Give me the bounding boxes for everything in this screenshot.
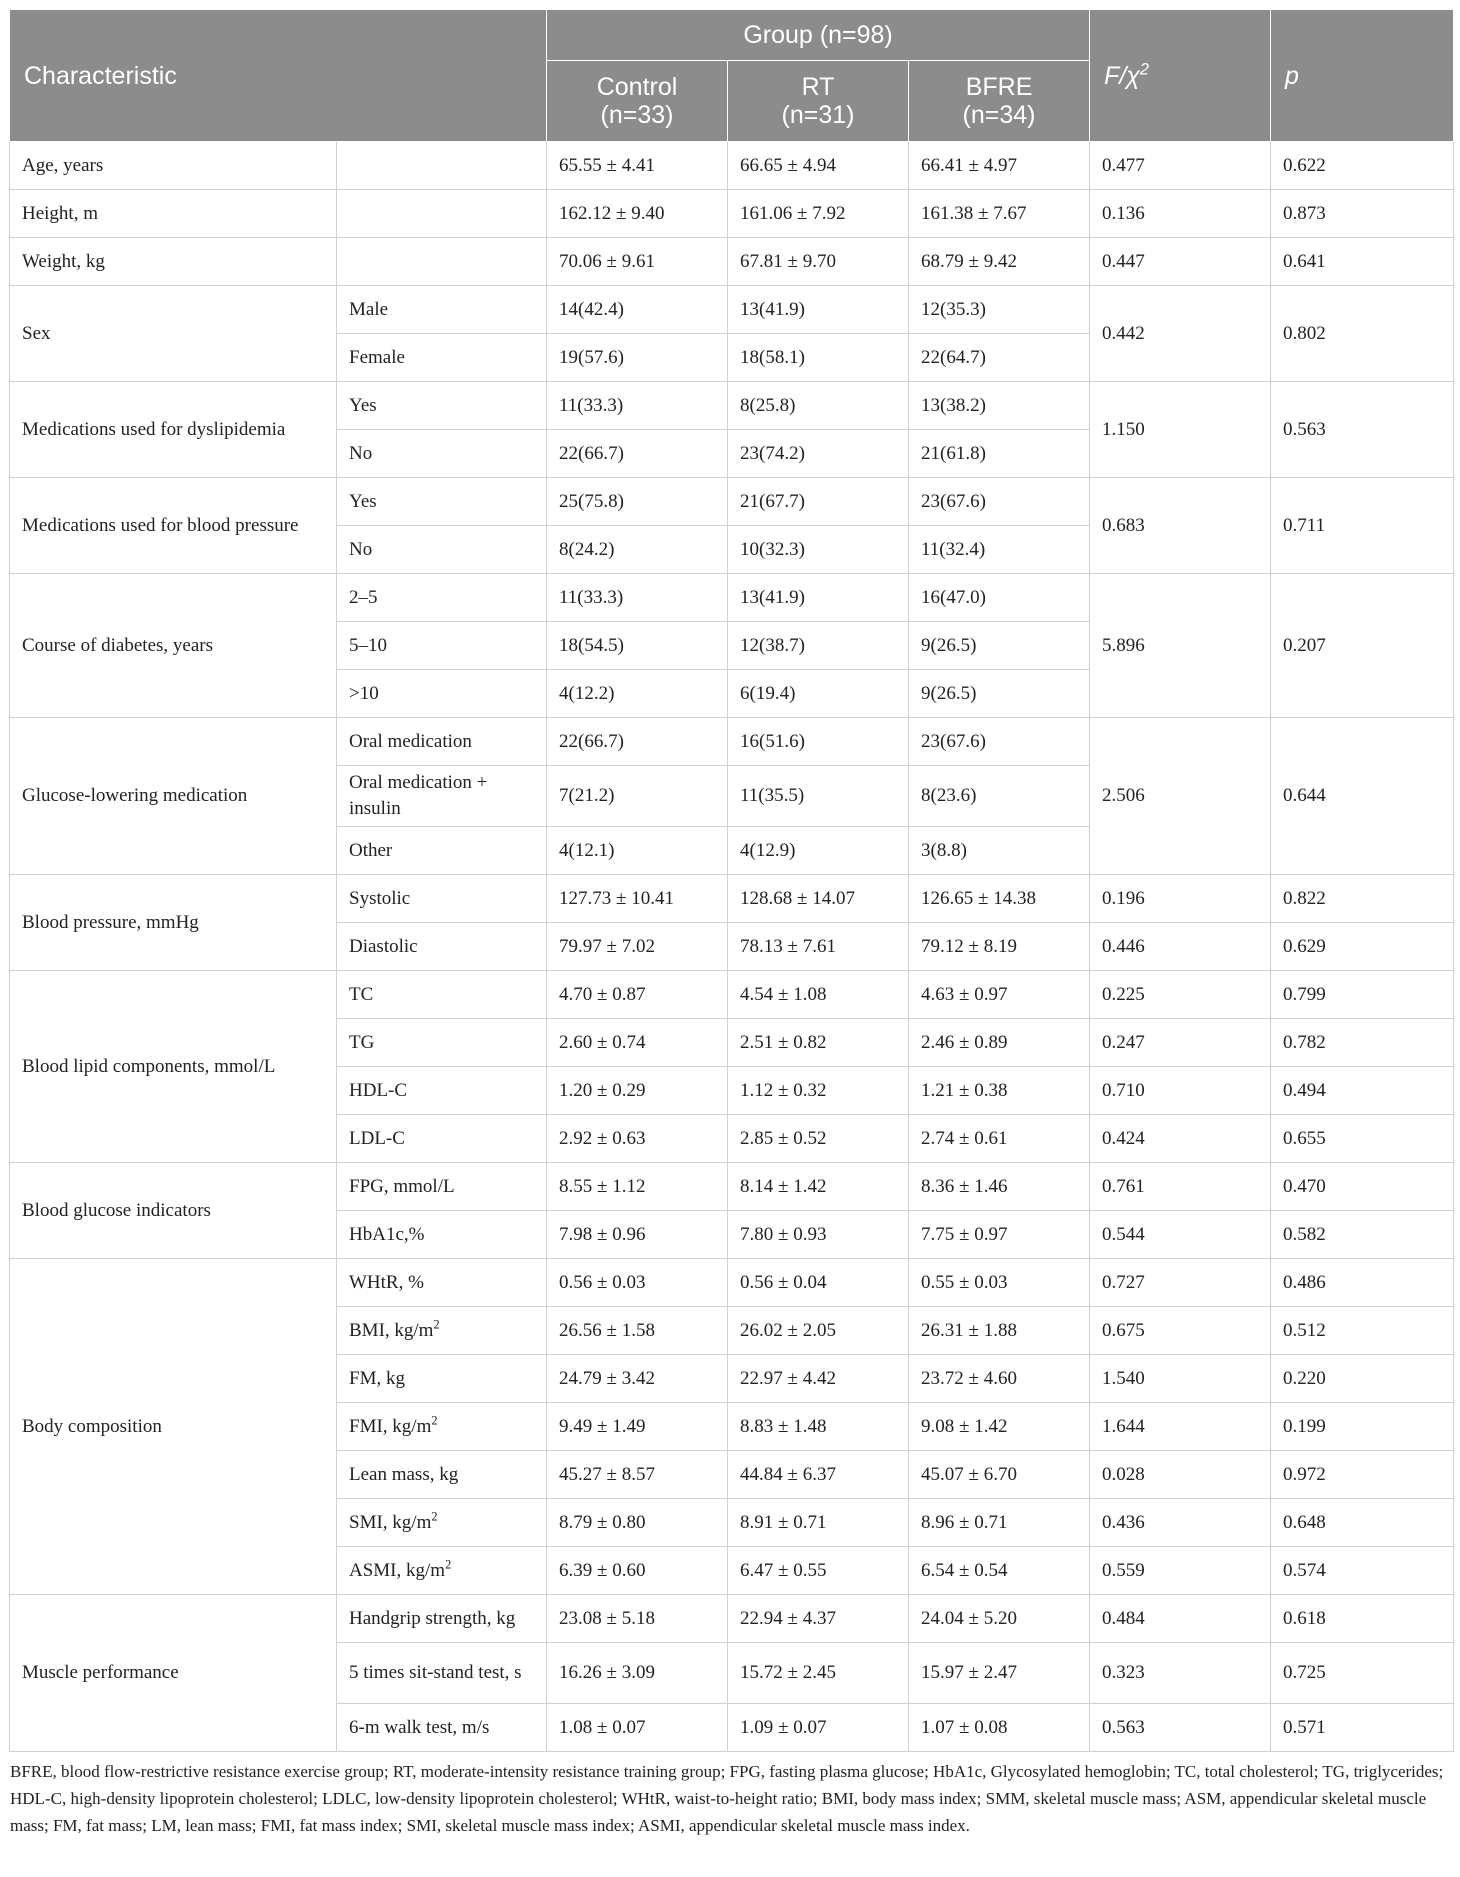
table-row [10,190,1454,238]
subcategory-label: 5 times sit-stand test, s [349,1662,522,1683]
rt-value-cell: 23(74.2) [728,430,909,478]
characteristic-cell: Blood lipid components, mmol/L [10,971,337,1163]
subcategory-cell [337,1067,547,1115]
f-chi-cell: 0.683 [1090,478,1271,574]
rt-value-cell: 0.56 ± 0.04 [728,1259,909,1307]
control-value-cell: 1.08 ± 0.07 [547,1704,728,1752]
subcategory-cell [337,1019,547,1067]
subcategory-cell [337,1163,547,1211]
subcategory-cell [337,1595,547,1643]
baseline-characteristics-table-container [9,9,1453,1839]
rt-value-cell: 4.54 ± 1.08 [728,971,909,1019]
subcategory-cell [337,1355,547,1403]
table-row [10,971,1454,1019]
control-value-cell: 11(33.3) [547,382,728,430]
bfre-value-cell: 9(26.5) [909,622,1090,670]
rt-value-cell: 1.12 ± 0.32 [728,1067,909,1115]
f-chi-cell: 2.506 [1090,718,1271,875]
f-chi-cell: 0.136 [1090,190,1271,238]
bfre-value-cell: 3(8.8) [909,827,1090,875]
subcategory-cell [337,1259,547,1307]
f-chi-cell: 0.028 [1090,1451,1271,1499]
p-value-cell: 0.571 [1271,1704,1454,1752]
header-p: p [1271,10,1454,142]
subcategory-label: WHtR, % [349,1271,424,1293]
rt-value-cell: 67.81 ± 9.70 [728,238,909,286]
f-chi-cell: 0.225 [1090,971,1271,1019]
subcategory-label: FM, kg [349,1367,405,1389]
table-row [10,1163,1454,1211]
f-chi-cell: 1.644 [1090,1403,1271,1451]
subcategory-label: FPG, mmol/L [349,1175,455,1197]
table-footnote: BFRE, blood flow-restrictive resistance exercise group; RT, moderate-intensity resistance training group; FPG, fasting plasma glucose; HbA1c, Glycosylated hemoglobin; TC, total cholesterol; TG, triglycerides; HDL-C, high-density lipoprotein cholesterol; LDLC, low-density lipoprotein cholesterol; WHtR, waist-to-height ratio; BMI, body mass index; SMM, skeletal muscle mass; ASM, appendicular skeletal muscle mass; FM, fat mass; LM, lean mass; FMI, fat mass index; SMI, skeletal muscle mass index; ASMI, appendicular skeletal muscle mass index. [10,1762,1444,1835]
p-value-cell: 0.802 [1271,286,1454,382]
p-value-cell: 0.494 [1271,1067,1454,1115]
characteristic-cell: Muscle performance [10,1595,337,1752]
p-value-cell: 0.782 [1271,1019,1454,1067]
p-value-cell: 0.629 [1271,923,1454,971]
control-value-cell: 11(33.3) [547,574,728,622]
rt-value-cell: 13(41.9) [728,574,909,622]
subcategory-cell [337,430,547,478]
bfre-value-cell: 45.07 ± 6.70 [909,1451,1090,1499]
characteristic-cell: Course of diabetes, years [10,574,337,718]
rt-value-cell: 7.80 ± 0.93 [728,1211,909,1259]
rt-value-cell: 1.09 ± 0.07 [728,1704,909,1752]
subcategory-label-sup: 2 [431,1509,438,1524]
subcategory-label: FMI, kg/m [349,1415,432,1437]
bfre-value-cell: 12(35.3) [909,286,1090,334]
p-value-cell: 0.486 [1271,1259,1454,1307]
subcategory-cell [337,971,547,1019]
p-value-cell: 0.582 [1271,1211,1454,1259]
table-row [10,1595,1454,1643]
rt-value-cell: 10(32.3) [728,526,909,574]
bfre-value-cell: 9(26.5) [909,670,1090,718]
control-value-cell: 65.55 ± 4.41 [547,142,728,190]
p-value-cell: 0.470 [1271,1163,1454,1211]
subcategory-cell [337,1403,547,1451]
bfre-value-cell: 66.41 ± 4.97 [909,142,1090,190]
control-value-cell: 4(12.1) [547,827,728,875]
bfre-value-cell: 16(47.0) [909,574,1090,622]
header-control [547,61,728,142]
control-value-cell: 24.79 ± 3.42 [547,1355,728,1403]
header-characteristic: Characteristic [10,10,547,142]
subcategory-label: 5–10 [349,634,387,656]
subcategory-label-sup: 2 [445,1557,452,1572]
f-chi-cell: 0.446 [1090,923,1271,971]
subcategory-label: Handgrip strength, kg [349,1607,516,1629]
subcategory-label: No [349,538,373,560]
subcategory-label: >10 [349,682,379,704]
bfre-value-cell: 23.72 ± 4.60 [909,1355,1090,1403]
subcategory-label: No [349,442,373,464]
characteristic-cell: Age, years [10,142,337,190]
header-bfre-n: (n=34) [962,101,1036,129]
rt-value-cell: 8.91 ± 0.71 [728,1499,909,1547]
rt-value-cell: 8.14 ± 1.42 [728,1163,909,1211]
subcategory-cell [337,622,547,670]
subcategory-cell [337,827,547,875]
header-f-chi-sup: 2 [1139,60,1149,79]
f-chi-cell: 0.447 [1090,238,1271,286]
subcategory-cell [337,382,547,430]
f-chi-cell: 0.559 [1090,1547,1271,1595]
subcategory-label: BMI, kg/m [349,1319,434,1341]
p-value-cell: 0.199 [1271,1403,1454,1451]
bfre-value-cell: 161.38 ± 7.67 [909,190,1090,238]
subcategory-label: ASMI, kg/m [349,1559,446,1581]
subcategory-label-sup: 2 [431,1413,438,1428]
control-value-cell: 79.97 ± 7.02 [547,923,728,971]
f-chi-cell: 0.196 [1090,875,1271,923]
control-value-cell: 25(75.8) [547,478,728,526]
bfre-value-cell: 8.96 ± 0.71 [909,1499,1090,1547]
subcategory-label: Oral medication [349,730,472,752]
subcategory-cell [337,1547,547,1595]
control-value-cell: 14(42.4) [547,286,728,334]
baseline-characteristics-table [9,9,1454,1752]
table-row [10,142,1454,190]
f-chi-cell: 1.540 [1090,1355,1271,1403]
control-value-cell: 8(24.2) [547,526,728,574]
control-value-cell: 6.39 ± 0.60 [547,1547,728,1595]
f-chi-cell: 0.424 [1090,1115,1271,1163]
characteristic-cell: Medications used for blood pressure [10,478,337,574]
header-f-chi [1090,10,1271,142]
rt-value-cell: 11(35.5) [728,766,909,827]
bfre-value-cell: 2.46 ± 0.89 [909,1019,1090,1067]
p-value-cell: 0.563 [1271,382,1454,478]
subcategory-label: Oral medication + insulin [349,772,488,819]
p-value-cell: 0.512 [1271,1307,1454,1355]
table-row [10,382,1454,430]
table-row [10,478,1454,526]
subcategory-label: Male [349,298,389,320]
bfre-value-cell: 21(61.8) [909,430,1090,478]
p-value-cell: 0.648 [1271,1499,1454,1547]
bfre-value-cell: 126.65 ± 14.38 [909,875,1090,923]
table-row [10,286,1454,334]
rt-value-cell: 22.97 ± 4.42 [728,1355,909,1403]
characteristic-cell: Sex [10,286,337,382]
subcategory-label: HDL-C [349,1079,408,1101]
rt-value-cell: 128.68 ± 14.07 [728,875,909,923]
subcategory-label: Systolic [349,887,411,909]
header-bfre [909,61,1090,142]
subcategory-cell [337,334,547,382]
table-row [10,574,1454,622]
rt-value-cell: 66.65 ± 4.94 [728,142,909,190]
subcategory-label: TC [349,983,374,1005]
f-chi-cell: 0.761 [1090,1163,1271,1211]
subcategory-label: Female [349,346,405,368]
p-value-cell: 0.644 [1271,718,1454,875]
subcategory-cell [337,1499,547,1547]
subcategory-cell [337,1451,547,1499]
subcategory-cell [337,923,547,971]
bfre-value-cell: 23(67.6) [909,478,1090,526]
control-value-cell: 4.70 ± 0.87 [547,971,728,1019]
rt-value-cell: 16(51.6) [728,718,909,766]
bfre-value-cell: 15.97 ± 2.47 [909,1643,1090,1704]
subcategory-cell [337,1704,547,1752]
bfre-value-cell: 13(38.2) [909,382,1090,430]
control-value-cell: 0.56 ± 0.03 [547,1259,728,1307]
bfre-value-cell: 79.12 ± 8.19 [909,923,1090,971]
control-value-cell: 22(66.7) [547,430,728,478]
f-chi-cell: 0.436 [1090,1499,1271,1547]
p-value-cell: 0.873 [1271,190,1454,238]
p-value-cell: 0.711 [1271,478,1454,574]
characteristic-cell: Blood pressure, mmHg [10,875,337,971]
f-chi-cell: 1.150 [1090,382,1271,478]
f-chi-cell: 5.896 [1090,574,1271,718]
rt-value-cell: 26.02 ± 2.05 [728,1307,909,1355]
subcategory-cell [337,1211,547,1259]
control-value-cell: 8.55 ± 1.12 [547,1163,728,1211]
p-value-cell: 0.655 [1271,1115,1454,1163]
subcategory-cell [337,574,547,622]
f-chi-cell: 0.323 [1090,1643,1271,1704]
f-chi-cell: 0.477 [1090,142,1271,190]
bfre-value-cell: 2.74 ± 0.61 [909,1115,1090,1163]
subcategory-cell [337,1115,547,1163]
table-row [10,1259,1454,1307]
control-value-cell: 45.27 ± 8.57 [547,1451,728,1499]
characteristic-cell: Body composition [10,1259,337,1595]
subcategory-label: Diastolic [349,935,418,957]
bfre-value-cell: 22(64.7) [909,334,1090,382]
characteristic-cell: Height, m [10,190,337,238]
subcategory-cell [337,238,547,286]
bfre-value-cell: 7.75 ± 0.97 [909,1211,1090,1259]
header-group: Group (n=98) [547,10,1090,61]
control-value-cell: 2.92 ± 0.63 [547,1115,728,1163]
rt-value-cell: 161.06 ± 7.92 [728,190,909,238]
rt-value-cell: 13(41.9) [728,286,909,334]
p-value-cell: 0.618 [1271,1595,1454,1643]
subcategory-cell [337,190,547,238]
characteristic-cell: Glucose-lowering medication [10,718,337,875]
p-value-cell: 0.622 [1271,142,1454,190]
table-row [10,238,1454,286]
bfre-value-cell: 9.08 ± 1.42 [909,1403,1090,1451]
bfre-value-cell: 0.55 ± 0.03 [909,1259,1090,1307]
control-value-cell: 18(54.5) [547,622,728,670]
characteristic-cell: Weight, kg [10,238,337,286]
bfre-value-cell: 24.04 ± 5.20 [909,1595,1090,1643]
subcategory-label: Yes [349,394,377,416]
table-header [10,10,1454,142]
table-row [10,875,1454,923]
bfre-value-cell: 68.79 ± 9.42 [909,238,1090,286]
p-value-cell: 0.972 [1271,1451,1454,1499]
subcategory-cell [337,1307,547,1355]
header-rt-name: RT [801,73,835,101]
subcategory-label: LDL-C [349,1127,405,1149]
p-value-cell: 0.799 [1271,971,1454,1019]
control-value-cell: 26.56 ± 1.58 [547,1307,728,1355]
rt-value-cell: 6.47 ± 0.55 [728,1547,909,1595]
bfre-value-cell: 1.07 ± 0.08 [909,1704,1090,1752]
subcategory-label: 6-m walk test, m/s [349,1716,490,1738]
subcategory-cell [337,718,547,766]
subcategory-cell [337,526,547,574]
control-value-cell: 16.26 ± 3.09 [547,1643,728,1704]
f-chi-cell: 0.544 [1090,1211,1271,1259]
subcategory-cell [337,1643,547,1704]
characteristic-cell: Blood glucose indicators [10,1163,337,1259]
table-body [10,142,1454,1752]
rt-value-cell: 4(12.9) [728,827,909,875]
header-control-n: (n=33) [600,101,674,129]
subcategory-cell [337,875,547,923]
control-value-cell: 127.73 ± 10.41 [547,875,728,923]
bfre-value-cell: 11(32.4) [909,526,1090,574]
header-control-name: Control [596,73,678,101]
control-value-cell: 8.79 ± 0.80 [547,1499,728,1547]
bfre-value-cell: 8.36 ± 1.46 [909,1163,1090,1211]
p-value-cell: 0.725 [1271,1643,1454,1704]
rt-value-cell: 15.72 ± 2.45 [728,1643,909,1704]
subcategory-cell [337,670,547,718]
header-f-chi-text: F/χ [1104,61,1140,90]
control-value-cell: 1.20 ± 0.29 [547,1067,728,1115]
control-value-cell: 70.06 ± 9.61 [547,238,728,286]
subcategory-label-sup: 2 [433,1317,440,1332]
bfre-value-cell: 26.31 ± 1.88 [909,1307,1090,1355]
rt-value-cell: 6(19.4) [728,670,909,718]
rt-value-cell: 8(25.8) [728,382,909,430]
subcategory-cell [337,142,547,190]
control-value-cell: 2.60 ± 0.74 [547,1019,728,1067]
header-bfre-name: BFRE [965,73,1033,101]
subcategory-label: Other [349,839,393,861]
rt-value-cell: 2.85 ± 0.52 [728,1115,909,1163]
p-value-cell: 0.220 [1271,1355,1454,1403]
p-value-cell: 0.822 [1271,875,1454,923]
bfre-value-cell: 23(67.6) [909,718,1090,766]
subcategory-label: TG [349,1031,375,1053]
subcategory-cell [337,766,547,827]
control-value-cell: 23.08 ± 5.18 [547,1595,728,1643]
control-value-cell: 162.12 ± 9.40 [547,190,728,238]
f-chi-cell: 0.727 [1090,1259,1271,1307]
p-value-cell: 0.574 [1271,1547,1454,1595]
rt-value-cell: 22.94 ± 4.37 [728,1595,909,1643]
rt-value-cell: 2.51 ± 0.82 [728,1019,909,1067]
f-chi-cell: 0.442 [1090,286,1271,382]
header-rt-n: (n=31) [781,101,855,129]
rt-value-cell: 44.84 ± 6.37 [728,1451,909,1499]
p-value-cell: 0.207 [1271,574,1454,718]
f-chi-cell: 0.247 [1090,1019,1271,1067]
control-value-cell: 22(66.7) [547,718,728,766]
f-chi-cell: 0.484 [1090,1595,1271,1643]
subcategory-label: Lean mass, kg [349,1463,459,1485]
subcategory-label: SMI, kg/m [349,1511,432,1533]
subcategory-label: Yes [349,490,377,512]
f-chi-cell: 0.710 [1090,1067,1271,1115]
control-value-cell: 4(12.2) [547,670,728,718]
control-value-cell: 19(57.6) [547,334,728,382]
bfre-value-cell: 1.21 ± 0.38 [909,1067,1090,1115]
control-value-cell: 7(21.2) [547,766,728,827]
p-value-cell: 0.641 [1271,238,1454,286]
control-value-cell: 9.49 ± 1.49 [547,1403,728,1451]
table-row [10,718,1454,766]
rt-value-cell: 18(58.1) [728,334,909,382]
rt-value-cell: 8.83 ± 1.48 [728,1403,909,1451]
subcategory-cell [337,286,547,334]
rt-value-cell: 12(38.7) [728,622,909,670]
f-chi-cell: 0.563 [1090,1704,1271,1752]
bfre-value-cell: 6.54 ± 0.54 [909,1547,1090,1595]
f-chi-cell: 0.675 [1090,1307,1271,1355]
subcategory-label: 2–5 [349,586,378,608]
characteristic-cell: Medications used for dyslipidemia [10,382,337,478]
subcategory-label: HbA1c,% [349,1223,425,1245]
rt-value-cell: 78.13 ± 7.61 [728,923,909,971]
control-value-cell: 7.98 ± 0.96 [547,1211,728,1259]
bfre-value-cell: 8(23.6) [909,766,1090,827]
bfre-value-cell: 4.63 ± 0.97 [909,971,1090,1019]
subcategory-cell [337,478,547,526]
header-rt [728,61,909,142]
rt-value-cell: 21(67.7) [728,478,909,526]
